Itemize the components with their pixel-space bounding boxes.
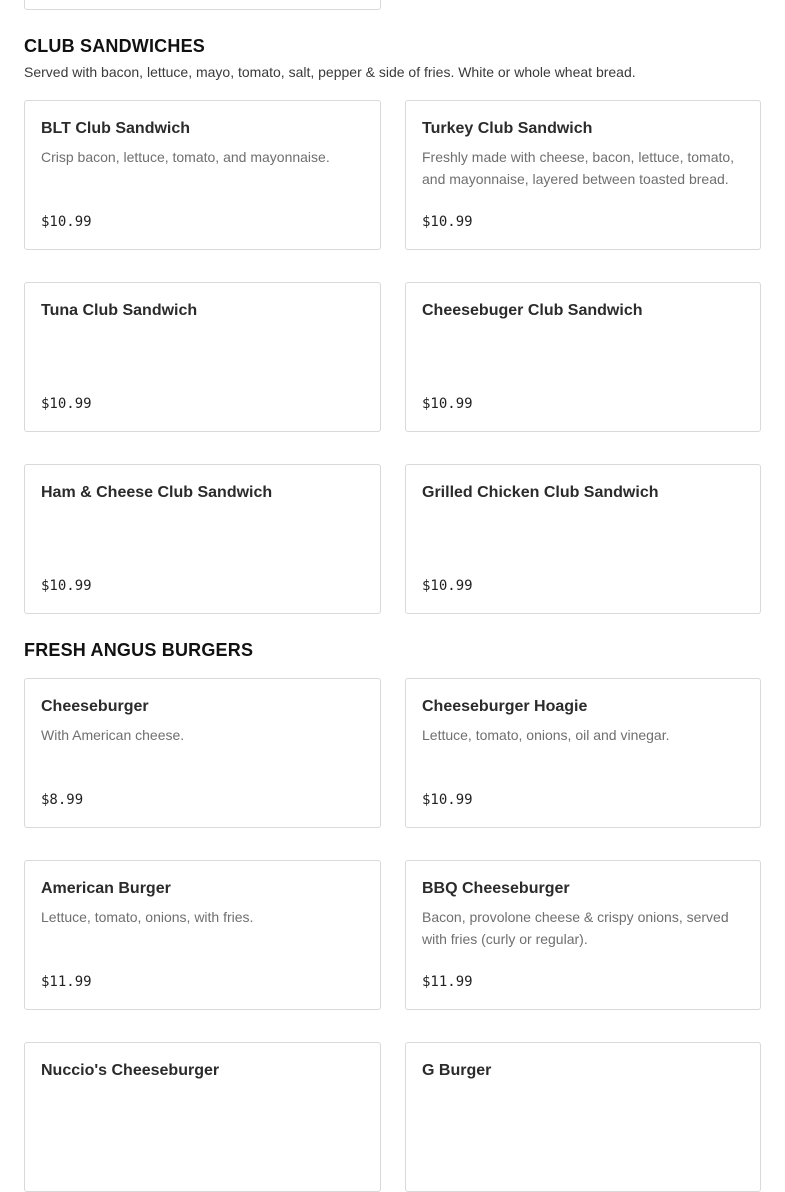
menu-item-price: $10.99 (422, 792, 473, 808)
section-title-fresh-angus-burgers: FRESH ANGUS BURGERS (24, 640, 254, 660)
menu-item-card[interactable] (405, 1042, 761, 1192)
menu-item-name: Tuna Club Sandwich (41, 302, 198, 319)
menu-item-description: Crisp bacon, lettuce, tomato, and mayonnaise. (41, 149, 330, 165)
menu-item-name: BLT Club Sandwich (41, 120, 191, 137)
menu-item-price: $10.99 (41, 578, 92, 594)
menu-item-name: G Burger (422, 1062, 492, 1079)
menu-item-name: Cheeseburger (41, 698, 149, 715)
menu-item-name: Cheesebuger Club Sandwich (422, 302, 643, 319)
menu-item-name: Ham & Cheese Club Sandwich (41, 484, 273, 501)
menu-item-card[interactable] (24, 464, 381, 614)
menu-item-card-partial[interactable] (24, 0, 381, 10)
menu-item-name: BBQ Cheeseburger (422, 880, 570, 897)
menu-item-price: $10.99 (422, 214, 473, 230)
menu-item-description: Lettuce, tomato, onions, oil and vinegar. (422, 727, 670, 743)
menu-item-name: Nuccio's Cheeseburger (41, 1062, 220, 1079)
menu-item-description: Lettuce, tomato, onions, with fries. (41, 909, 254, 925)
menu-item-price: $10.99 (422, 396, 473, 412)
menu-item-description: With American cheese. (41, 727, 185, 743)
menu-item-name: Cheeseburger Hoagie (422, 698, 588, 715)
menu-item-price: $11.99 (422, 974, 473, 990)
menu-item-card[interactable] (24, 100, 381, 250)
menu-item-price: $10.99 (41, 396, 92, 412)
menu-item-card[interactable] (24, 1042, 381, 1192)
menu-item-name: Grilled Chicken Club Sandwich (422, 484, 659, 501)
menu-item-card[interactable] (24, 282, 381, 432)
menu-item-name: Turkey Club Sandwich (422, 120, 593, 137)
section-description: Served with bacon, lettuce, mayo, tomato, salt, pepper & side of fries. White or whole wheat bread. (24, 64, 636, 80)
section-title-club-sandwiches: CLUB SANDWICHES (24, 36, 205, 56)
menu-item-card[interactable] (405, 464, 761, 614)
menu-item-card[interactable] (24, 860, 381, 1010)
menu-item-card[interactable] (405, 860, 761, 1010)
menu-item-card[interactable] (405, 678, 761, 828)
menu-item-description: Freshly made with cheese, bacon, lettuce, tomato, and mayonnaise, layered between toasted bread. (422, 149, 735, 187)
menu-item-price: $11.99 (41, 974, 92, 990)
menu-item-name: American Burger (41, 880, 171, 897)
menu-item-card[interactable] (405, 100, 761, 250)
menu-item-description: Bacon, provolone cheese & crispy onions, served with fries (curly or regular). (422, 909, 729, 947)
menu-item-price: $10.99 (422, 578, 473, 594)
menu-item-card[interactable] (24, 678, 381, 828)
menu-item-card[interactable] (405, 282, 761, 432)
menu-item-price: $10.99 (41, 214, 92, 230)
menu-item-price: $8.99 (41, 792, 84, 808)
